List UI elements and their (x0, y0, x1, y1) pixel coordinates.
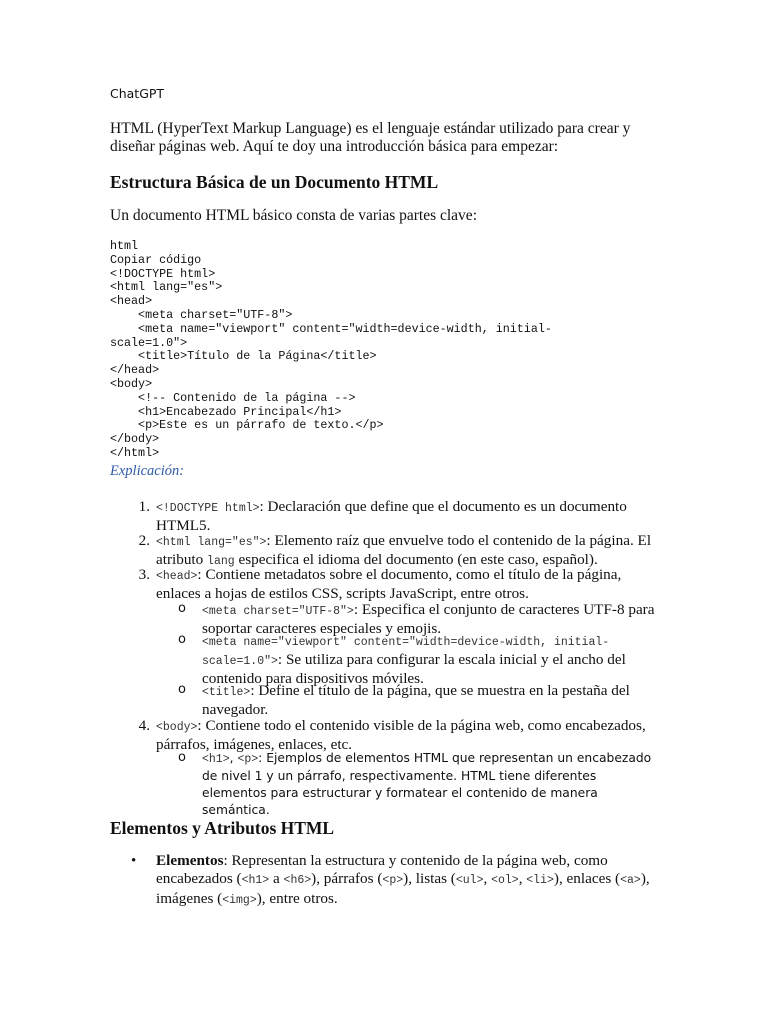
inline-code: <title> (202, 686, 251, 699)
code-language-label: html (110, 239, 139, 253)
list-item-number: 3. (138, 566, 150, 583)
inline-code: <li> (526, 874, 554, 887)
inline-code: <h1> (202, 753, 230, 766)
section-heading-elements: Elementos y Atributos HTML (110, 818, 335, 838)
section-lead-paragraph: Un documento HTML básico consta de varias partes clave: (110, 207, 477, 224)
list-item (138, 566, 666, 602)
inline-code: <a> (620, 874, 641, 887)
sub-list-item (178, 750, 662, 819)
inline-code: <img> (222, 894, 257, 907)
list-item (138, 717, 666, 753)
list-item-text: : Contiene metadatos sobre el documento, como el título de la página, enlaces a hojas de estilos CSS, scripts JavaScript, entre otros. (156, 566, 622, 602)
sub-list-item-text: : Ejemplos de elementos HTML que representan un encabezado de nivel 1 y un párrafo, respectivamente. HTML tiene diferentes elementos para estructurar y formatear el contenido de manera semántica. (202, 751, 652, 817)
bullet-text: , (518, 870, 527, 887)
bullet-text: , (483, 870, 492, 887)
list-item-number: 4. (138, 717, 150, 734)
list-item-number: 2. (138, 532, 150, 549)
bullet-text: ), imágenes ( (156, 870, 650, 907)
separator-text: , (229, 751, 238, 765)
inline-code: <html lang="es"> (156, 536, 267, 549)
sub-list-item (178, 682, 662, 718)
inline-code: <head> (156, 570, 198, 583)
inline-code: <h1> (241, 874, 270, 887)
sub-bullet-icon: o (178, 601, 186, 616)
bullet-text: ), párrafos ( (311, 870, 383, 887)
bullet-text: ), listas ( (403, 870, 456, 887)
list-item (131, 852, 656, 910)
sub-list-item-text: : Especifica el conjunto de caracteres UTF-8 para soportar caracteres especiales y emojis. (202, 601, 655, 637)
copy-code-button[interactable]: Copiar código (110, 252, 202, 267)
list-item-text: : Elemento raíz que envuelve todo el contenido de la página. El atributo (156, 532, 652, 568)
inline-code: <h6> (283, 874, 312, 887)
bullet-text: : Representan la estructura y contenido de la página web, como encabezados ( (156, 852, 608, 887)
sub-bullet-icon: o (178, 750, 186, 765)
list-item (138, 532, 666, 570)
sub-list-item-text: : Se utiliza para configurar la escala inicial y el ancho del contenido para dispositivos móviles. (202, 651, 626, 687)
inline-code: <p> (382, 874, 404, 887)
inline-code: <ol> (491, 874, 519, 887)
sub-bullet-icon: o (178, 632, 186, 647)
list-item-text: : Contiene todo el contenido visible de la página web, como encabezados, párrafos, imágenes, enlaces, etc. (156, 717, 646, 753)
sub-list-item (178, 632, 662, 687)
elements-bullet-list (131, 852, 656, 910)
inline-code: <meta name="viewport" content="width=device-width, initial-scale=1.0"> (202, 636, 610, 668)
list-item-number: 1. (138, 498, 150, 515)
list-item (138, 498, 666, 534)
bullet-icon: • (131, 853, 137, 869)
bullet-text: ), entre otros. (256, 890, 338, 907)
inline-code: <body> (156, 721, 198, 734)
inline-code: <ul> (455, 874, 484, 887)
bullet-term: Elementos (156, 852, 224, 869)
sub-bullet-icon: o (178, 682, 186, 697)
list-item-text: especifica el idioma del documento (en este caso, español). (234, 551, 598, 568)
explanation-label: Explicación: (110, 463, 185, 479)
bullet-text: ), enlaces ( (553, 870, 621, 887)
section-heading-structure: Estructura Básica de un Documento HTML (110, 172, 439, 192)
page-header-label: ChatGPT (110, 86, 165, 101)
sub-list-item-text: : Define el título de la página, que se muestra en la pestaña del navegador. (202, 682, 630, 718)
inline-code: <p> (237, 753, 259, 766)
inline-code: lang (207, 555, 235, 568)
bullet-text: a (269, 870, 284, 887)
list-item-text: : Declaración que define que el documento es un documento HTML5. (156, 498, 627, 534)
inline-code: <!DOCTYPE html> (156, 502, 260, 515)
intro-paragraph: HTML (HyperText Markup Language) es el lenguaje estándar utilizado para crear y diseñar páginas web. Aquí te doy una introducción básica para empezar: (110, 120, 631, 155)
code-content: <!DOCTYPE html> <html lang="es"> <head> <meta charset="UTF-8"> <meta name="viewport" content="width=device-width, initial- scale=1.0"> <title>Título de la Página</title> </head> <body> <!-- Contenido de la página --> <h1>Encabezado Principal</h1> <p>Este es un párrafo de texto.</p> </body> </html> (110, 266, 552, 460)
inline-code: <meta charset="UTF-8"> (202, 605, 354, 618)
code-block (110, 240, 552, 461)
